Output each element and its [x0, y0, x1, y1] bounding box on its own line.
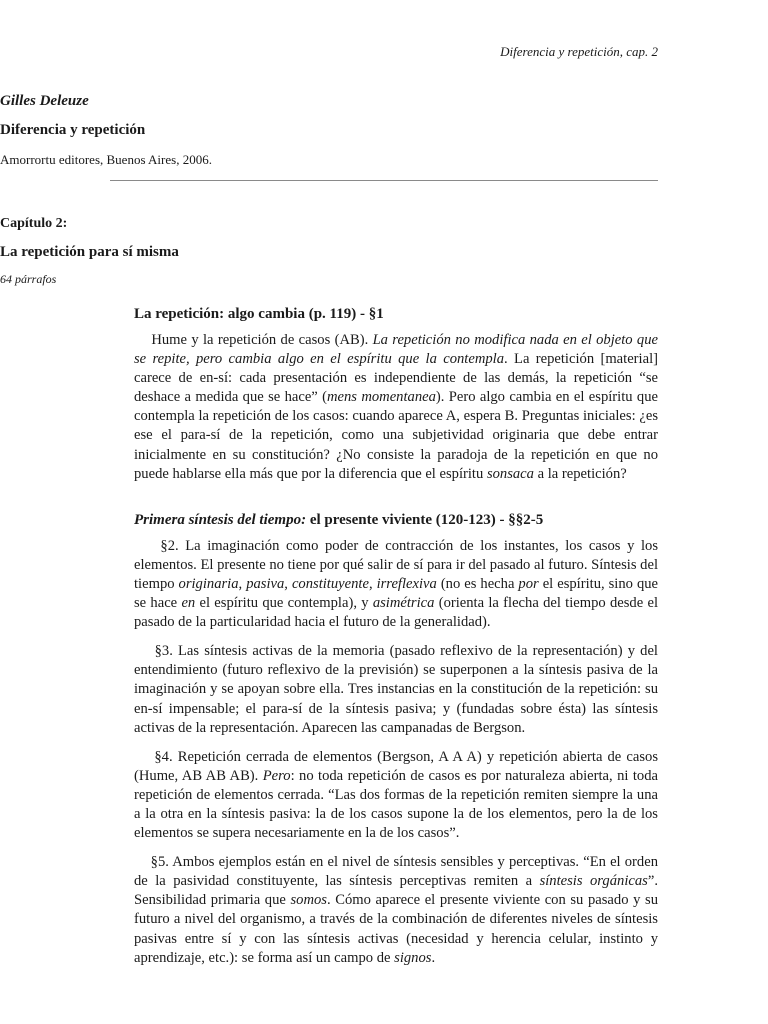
- running-header: Diferencia y repetición, cap. 2: [500, 44, 658, 59]
- section-heading-2: [134, 512, 658, 529]
- chapter-paragraph-count: 64 párrafos: [0, 272, 57, 287]
- text-run: el espíritu, sino que se hace: [134, 575, 659, 612]
- italic-text: pasiva: [246, 575, 285, 592]
- paragraph: [134, 331, 658, 484]
- italic-text: signos: [394, 949, 432, 966]
- chapter-title: La repetición para sí misma: [0, 244, 179, 261]
- chapter-block: [0, 214, 768, 289]
- text-run: el espíritu que contempla), y: [195, 595, 373, 612]
- text-run: ”. Sensibilidad primaria que: [134, 873, 658, 909]
- text-run: .: [431, 949, 436, 966]
- text-run: a la repetición?: [533, 465, 627, 482]
- paragraph: [134, 537, 658, 632]
- text-run: . Cómo aparece el presente viviente con su pasado y su futuro a nivel del organismo, a través de la combinación de diferentes niveles de síntesis pasivas entre sí y con las síntesis activas (necesidad y herencia celular, instinto y aprendizaje, etc.): se forma así un campo de: [134, 892, 658, 966]
- italic-text: síntesis orgánicas: [539, 873, 648, 890]
- italic-text: somos: [290, 892, 327, 909]
- text-run: ,: [368, 575, 377, 592]
- section-heading-2-italic: Primera síntesis del tiempo:: [134, 511, 307, 528]
- text-run: ,: [238, 575, 247, 592]
- text-run: (orienta la flecha del tiempo desde el pasado de la particularidad hacia el futuro de la generalidad).: [134, 595, 659, 631]
- text-run: §2. La imaginación como poder de contracción de los instantes, los casos y los elementos. El presente no tiene por qué salir de sí para ir del pasado al futuro. Síntesis del tiempo: [134, 537, 659, 592]
- text-run: (no es hecha: [436, 575, 519, 592]
- text-run: . La repetición [material] carece de en-sí: cada presentación es independiente de las demás, la repetición “se deshace a medida que se hace” (: [134, 351, 658, 406]
- italic-text: mens momentanea: [326, 389, 436, 406]
- text-run: §4. Repetición cerrada de elementos (Bergson, A A A) y repetición abierta de casos (Hume, AB AB AB).: [134, 748, 658, 784]
- italic-text: en: [181, 595, 196, 612]
- paragraph: [134, 748, 658, 843]
- text-run: §3. Las síntesis activas de la memoria (pasado reflexivo de la representación) y del entendimiento (futuro reflexivo de la previsión) se superponen a la síntesis pasiva de la imaginación y se apoyan sobre ella. Tres instancias en la constitución de la repetición: su en-sí impensable; el para-sí de la síntesis pasiva; y (fundadas sobre ésta) las síntesis activas de la representación. Aparecen las campanadas de Bergson.: [134, 643, 658, 736]
- italic-text: por: [518, 575, 539, 592]
- italic-text: Pero: [262, 767, 291, 784]
- text-run: : no toda repetición de casos es por naturaleza abierta, ni toda repetición de elementos cerrada. “Las dos formas de la repetición remiten siempre la una a la otra en la síntesis pasiva: la de los casos supone la de los elementos, pero la de los elementos se supera necesariamente en la de los casos”.: [134, 767, 658, 842]
- title-block: [0, 92, 768, 169]
- paragraph: [134, 853, 658, 968]
- italic-text: La repetición no modifica nada en el objeto que se repite, pero cambia algo en el espíritu que la contempla: [134, 332, 658, 368]
- section-heading-1: La repetición: algo cambia (p. 119) - §1: [134, 306, 384, 322]
- author-name: Gilles Deleuze: [0, 93, 89, 109]
- publisher-info: Amorrortu editores, Buenos Aires, 2006.: [0, 152, 212, 168]
- book-title: Diferencia y repetición: [0, 122, 146, 139]
- text-run: §5. Ambos ejemplos están en el nivel de síntesis sensibles y perceptivas. “En el orden de la pasividad constituyente, las síntesis perceptivas remiten a: [134, 854, 658, 890]
- italic-text: constituyente: [291, 575, 369, 592]
- section-1-body: [134, 331, 658, 484]
- italic-text: irreflexiva: [376, 575, 437, 592]
- italic-text: sonsaca: [486, 465, 534, 482]
- text-run: Hume y la repetición de casos (AB).: [134, 332, 373, 348]
- section-heading-2-rest: el presente viviente (120-123) - §§2-5: [306, 511, 544, 528]
- section-2-body: [134, 537, 658, 968]
- paragraph: [134, 642, 658, 737]
- chapter-label: Capítulo 2:: [0, 216, 68, 231]
- italic-text: asimétrica: [372, 595, 435, 612]
- text-run: ). Pero algo cambia en el espíritu que contempla la repetición de los casos: cuando aparece A, espera B. Preguntas iniciales: ¿es ese el para-sí de la repetición, como una subjetividad originaria que debe entrar inicialmente en su constitución? ¿No consiste la paradoja de la repetición en que no puede hablarse ella más que por la diferencia que el espíritu: [134, 389, 658, 482]
- italic-text: originaria: [178, 575, 239, 592]
- chapter-content: [134, 306, 658, 978]
- text-run: ,: [284, 575, 292, 592]
- divider: [110, 180, 658, 181]
